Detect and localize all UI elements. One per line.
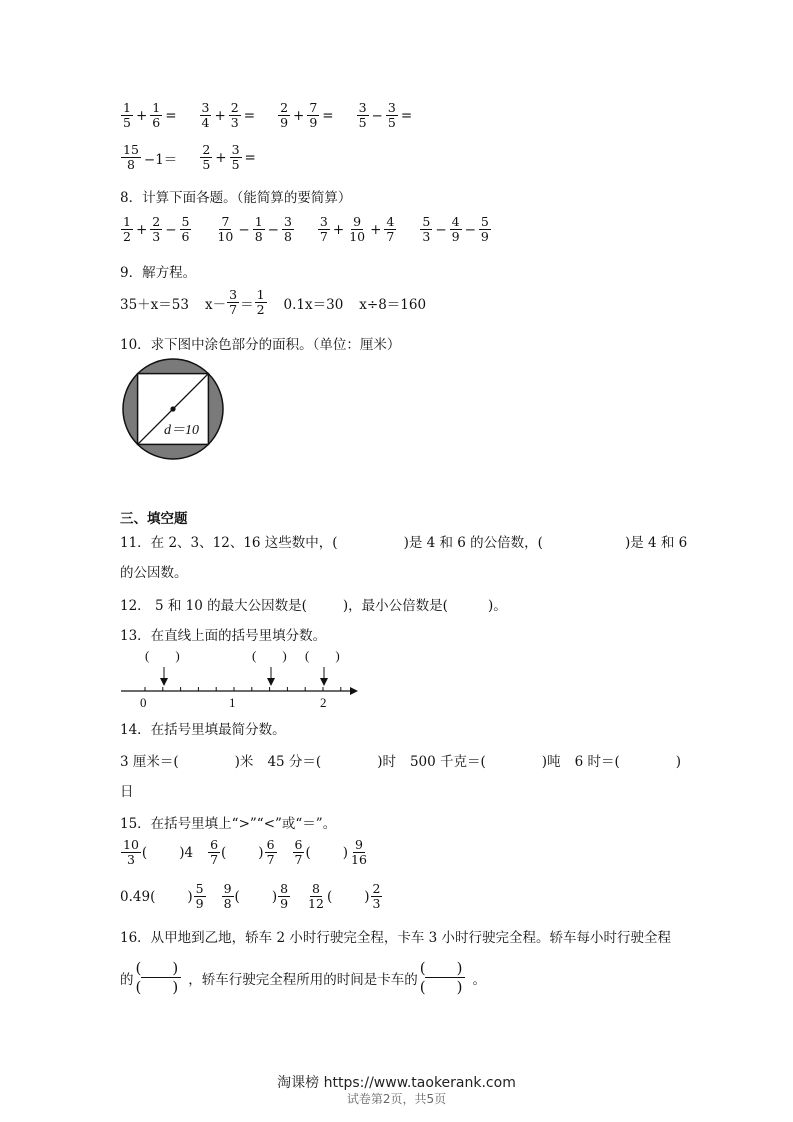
- paren-3: ( ): [305, 648, 340, 663]
- equals-sign: =: [244, 149, 256, 166]
- operator: −: [464, 221, 476, 238]
- numerator: 2: [152, 214, 161, 229]
- question-15-title: 15．在括号里填上“>”“<”或“＝”。: [120, 816, 337, 832]
- page-number: 试卷第2页，共5页: [346, 1092, 447, 1106]
- numerator: 7: [221, 214, 230, 229]
- fraction: [278, 882, 290, 911]
- arrow-2-head: [267, 678, 275, 686]
- numerator: 2: [230, 100, 239, 115]
- equals-sign: =: [243, 107, 256, 124]
- numerator: 9: [223, 881, 232, 896]
- fraction: [121, 215, 133, 244]
- fraction: [229, 101, 241, 130]
- fraction: [194, 882, 206, 911]
- q11-text-b: )是 4 和 6 的公倍数，(: [403, 535, 543, 551]
- denominator: 7: [319, 229, 328, 244]
- denominator: 10: [349, 229, 366, 244]
- numerator: 8: [312, 881, 320, 896]
- fraction: [371, 882, 383, 911]
- question-9-equations: [120, 288, 426, 317]
- equals-sign: =: [322, 107, 334, 124]
- numerator: 4: [386, 214, 395, 229]
- question-11-line-2: 的公因数。: [120, 565, 188, 581]
- q14-item-2-pre: 45 分＝(: [267, 754, 322, 770]
- question-16-line-2: [120, 960, 486, 995]
- watermark: 淘课榜 https://www.taokerank.com: [277, 1075, 516, 1091]
- compare-blank-close: ): [187, 888, 193, 905]
- q16-blank-fraction-2: ( ) ( ): [419, 959, 471, 996]
- fraction: [479, 215, 491, 244]
- expression-tail: −1＝: [143, 151, 178, 168]
- numerator: 5: [422, 214, 431, 229]
- equation-3: 0.1x＝30: [283, 296, 344, 313]
- denominator: 12: [308, 896, 324, 911]
- denominator: 8: [223, 896, 232, 911]
- equation-2-prefix: x－: [204, 296, 227, 313]
- equals-sign: =: [400, 107, 413, 124]
- question-14-line-1: [120, 750, 681, 770]
- denominator: 3: [422, 229, 431, 244]
- question-14-title: 14．在括号里填最简分数。: [120, 722, 286, 738]
- denominator: 9: [451, 229, 460, 244]
- fraction: [293, 838, 305, 867]
- circle-square-figure: [120, 356, 226, 462]
- denominator: 5: [387, 115, 396, 130]
- operator: +: [332, 221, 345, 238]
- denominator: 2: [123, 229, 131, 244]
- denominator: 7: [386, 229, 395, 244]
- fraction: [200, 143, 212, 172]
- compare-blank-close: ): [271, 888, 278, 905]
- numerator: 6: [266, 837, 275, 852]
- question-9-title: 9．解方程。: [120, 265, 197, 281]
- compare-blank-close: ): [342, 844, 349, 861]
- numerator: 1: [152, 100, 161, 115]
- q14-item-1-pre: 3 厘米＝(: [120, 754, 179, 770]
- q16-pre: 的: [120, 971, 134, 988]
- fraction: [208, 838, 220, 867]
- fraction: [349, 838, 369, 867]
- operator: +: [135, 107, 148, 124]
- number-line-figure: [118, 645, 368, 713]
- compare-blank-close: ): [364, 888, 370, 905]
- tick-label-1: 1: [229, 695, 236, 710]
- equals-sign: =: [165, 107, 177, 124]
- numerator: 9: [353, 214, 362, 229]
- question-14-line-2: 日: [120, 784, 134, 800]
- number-line-arrowhead: [350, 687, 358, 695]
- fraction: [180, 215, 192, 244]
- q16-mid: ，轿车行驶完全程所用的时间是卡车的: [188, 971, 418, 988]
- fraction: [384, 215, 396, 244]
- compare-blank: (: [221, 844, 227, 861]
- operator: −: [267, 221, 279, 238]
- operator: +: [215, 149, 227, 166]
- denominator: 5: [231, 157, 240, 172]
- question-10-title: 10．求下图中涂色部分的面积。（单位：厘米）: [120, 337, 401, 353]
- numerator: 2: [372, 881, 381, 896]
- denominator: 3: [230, 115, 239, 130]
- numerator: 10: [123, 837, 139, 852]
- denominator: 3: [152, 229, 161, 244]
- q14-item-2-post: )时: [377, 754, 396, 770]
- fraction: [450, 215, 462, 244]
- denominator: 10: [217, 229, 234, 244]
- operator: −: [435, 221, 447, 238]
- fraction: [150, 215, 162, 244]
- operator: −: [165, 221, 177, 238]
- denominator: 7: [266, 852, 275, 867]
- question-13-title: 13．在直线上面的括号里填分数。: [120, 628, 327, 644]
- denominator: 5: [123, 115, 131, 130]
- fraction: [278, 101, 290, 130]
- operator: +: [214, 107, 226, 124]
- calc-row-1: [120, 101, 414, 130]
- numerator: 5: [195, 881, 204, 896]
- q16-post: 。: [472, 971, 486, 988]
- arrow-3-head: [320, 678, 328, 686]
- q14-item-4-post: ): [675, 754, 682, 770]
- denominator: 7: [210, 852, 219, 867]
- numerator: 2: [202, 142, 211, 157]
- fraction: [307, 101, 319, 130]
- fraction: [282, 215, 294, 244]
- denominator: 4: [201, 115, 210, 130]
- numerator: 2: [280, 100, 289, 115]
- equation-1: 35＋x＝53: [120, 296, 189, 313]
- denominator: 9: [309, 115, 318, 130]
- question-15-row-2: [120, 882, 383, 911]
- numerator: 4: [451, 214, 460, 229]
- equation-2-fraction-1: $\frac{3}{7}$: [229, 287, 238, 317]
- compare-blank: (: [141, 844, 148, 861]
- numerator: 6: [210, 837, 219, 852]
- operator: −: [238, 221, 250, 238]
- fraction: [200, 101, 212, 130]
- numerator: 1: [123, 100, 131, 115]
- question-15-row-1: [120, 838, 370, 867]
- q14-item-3-post: )吨: [541, 754, 561, 770]
- denominator: 3: [372, 896, 381, 911]
- denominator: 5: [202, 157, 211, 172]
- numerator: 3: [231, 142, 240, 157]
- denominator: 9: [280, 896, 289, 911]
- equation-2-fraction-2: $\frac{1}{2}$: [256, 287, 265, 317]
- compare-blank-close: ): [258, 844, 264, 861]
- numerator: 3: [283, 214, 292, 229]
- numerator: 3: [201, 100, 210, 115]
- compare-blank: (: [305, 844, 311, 861]
- q12-text-a: 12． 5 和 10 的最大公因数是(: [120, 598, 307, 614]
- question-8-expressions: [120, 215, 492, 244]
- numerator: 3: [358, 100, 367, 115]
- numerator: 15: [123, 142, 139, 157]
- q12-text-b: )，最小公倍数是(: [342, 598, 448, 614]
- question-8-title: 8．计算下面各题。（能简算的要简算）: [120, 190, 352, 206]
- q11-text-c: )是 4 和 6: [624, 535, 688, 551]
- fraction: [121, 143, 141, 172]
- q12-text-c: )。: [487, 598, 507, 614]
- fraction: [121, 101, 133, 130]
- denominator: 6: [152, 115, 161, 130]
- numerator: 5: [480, 214, 489, 229]
- denominator: 3: [126, 852, 135, 867]
- denominator: 9: [195, 896, 204, 911]
- question-12: [120, 594, 507, 614]
- denominator: 8: [283, 229, 292, 244]
- denominator: 9: [280, 115, 289, 130]
- tick-label-2: 2: [320, 695, 327, 710]
- numerator: 8: [280, 881, 289, 896]
- question-11-line-1: [120, 531, 687, 551]
- fraction: [253, 215, 265, 244]
- denominator: 16: [351, 852, 367, 867]
- numerator: 9: [355, 837, 363, 852]
- compare-value: 0.49: [120, 888, 151, 905]
- equation-2-equals: ＝: [240, 296, 254, 313]
- fraction: [386, 101, 398, 130]
- numerator: 5: [181, 214, 190, 229]
- numerator: 1: [254, 214, 263, 229]
- denominator: 6: [181, 229, 190, 244]
- fraction: [357, 101, 369, 130]
- compare-blank: (: [234, 888, 240, 905]
- compare-blank-close: ): [179, 844, 185, 861]
- arrow-1-head: [160, 678, 168, 686]
- paren-1: ( ): [145, 648, 180, 663]
- numerator: 3: [387, 100, 396, 115]
- fraction: [215, 215, 235, 244]
- section-3-title: 三、填空题: [120, 511, 188, 527]
- fraction: [318, 215, 330, 244]
- q14-item-4-pre: 6 时＝(: [574, 754, 620, 770]
- operator: −: [371, 107, 383, 124]
- denominator: 7: [294, 852, 303, 867]
- denominator: 9: [480, 229, 489, 244]
- fraction: [230, 143, 242, 172]
- operator: +: [370, 221, 382, 238]
- q11-text-a: 11．在 2、3、12、16 这些数中，(: [120, 535, 338, 551]
- fraction: [347, 215, 367, 244]
- operator: +: [293, 107, 305, 124]
- q14-item-3-pre: 500 千克＝(: [409, 754, 486, 770]
- q14-item-1-post: )米: [234, 754, 254, 770]
- center-point: [170, 406, 175, 411]
- operator: +: [135, 221, 148, 238]
- fraction: [150, 101, 162, 130]
- numerator: 7: [309, 100, 318, 115]
- fraction: [222, 882, 234, 911]
- compare-value: 4: [184, 844, 194, 861]
- fraction: [265, 838, 277, 867]
- tick-label-0: 0: [140, 695, 147, 710]
- numerator: 1: [123, 214, 131, 229]
- fraction: [306, 882, 326, 911]
- q16-blank-fraction-1: ( ) ( ): [135, 959, 187, 996]
- equation-4: x÷8＝160: [359, 296, 427, 313]
- denominator: 8: [254, 229, 263, 244]
- compare-blank: (: [150, 888, 156, 905]
- denominator: 8: [126, 157, 135, 172]
- paren-2: ( ): [252, 648, 287, 663]
- calc-row-2: [120, 143, 258, 172]
- diameter-label: d＝10: [164, 423, 199, 438]
- numerator: 3: [319, 214, 328, 229]
- numerator: 6: [294, 837, 303, 852]
- fraction: [420, 215, 432, 244]
- denominator: 5: [358, 115, 367, 130]
- compare-blank: (: [326, 888, 333, 905]
- question-16-line-1: 16．从甲地到乙地，轿车 2 小时行驶完全程，卡车 3 小时行驶完全程。轿车每小时行驶全程: [120, 930, 672, 946]
- fraction: [121, 838, 141, 867]
